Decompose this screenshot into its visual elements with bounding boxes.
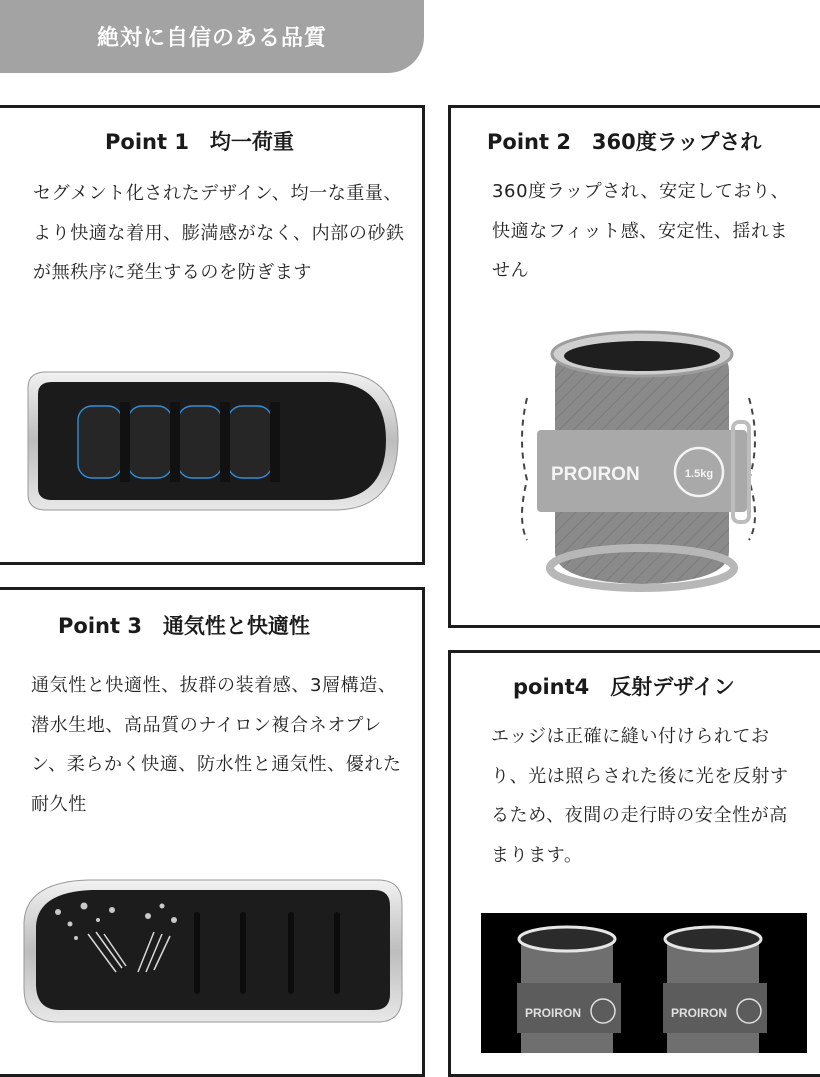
breathable-pad-image — [18, 876, 408, 1026]
point-4-title: point4 反射デザイン — [513, 675, 735, 699]
segmented-pad-image — [22, 366, 406, 518]
point-4-card — [448, 650, 820, 1077]
point-1-card — [0, 105, 425, 565]
reflective-weights-image — [481, 913, 807, 1053]
point-4-body: エッジは正確に縫い付けられており、光は照らされた後に光を反射するため、夜間の走行時の安全性が高まります。 — [491, 726, 789, 866]
point-3-body: 通気性と快適性、抜群の装着感、3層構造、潜水生地、高品質のナイロン複合ネオプレン、柔らかく快適、防水性と通気性、優れた耐久性 — [31, 675, 402, 815]
point-2-body: 360度ラップされ、安定しており、快適なフィット感、安定性、揺れません — [492, 181, 790, 281]
section-header — [0, 0, 424, 73]
brand-logo-left: PROIRON — [525, 1006, 582, 1020]
point-2-card — [448, 105, 820, 628]
brand-logo-right: PROIRON — [671, 1006, 728, 1020]
weight-label: 1.5kg — [684, 468, 714, 480]
ankle-weight-image — [517, 330, 767, 600]
point-3-card — [0, 587, 425, 1077]
section-title: 絶対に自信のある品質 — [96, 26, 327, 51]
point-2-title: Point 2 360度ラップされ — [487, 130, 762, 154]
point-3-title: Point 3 通気性と快適性 — [58, 614, 310, 638]
point-1-title: Point 1 均一荷重 — [105, 130, 294, 154]
brand-logo: PROIRON — [551, 464, 640, 485]
point-1-body: セグメント化されたデザイン、均一な重量、より快適な着用、膨満感がなく、内部の砂鉄が無秩序に発生するのを防ぎます — [33, 183, 405, 283]
